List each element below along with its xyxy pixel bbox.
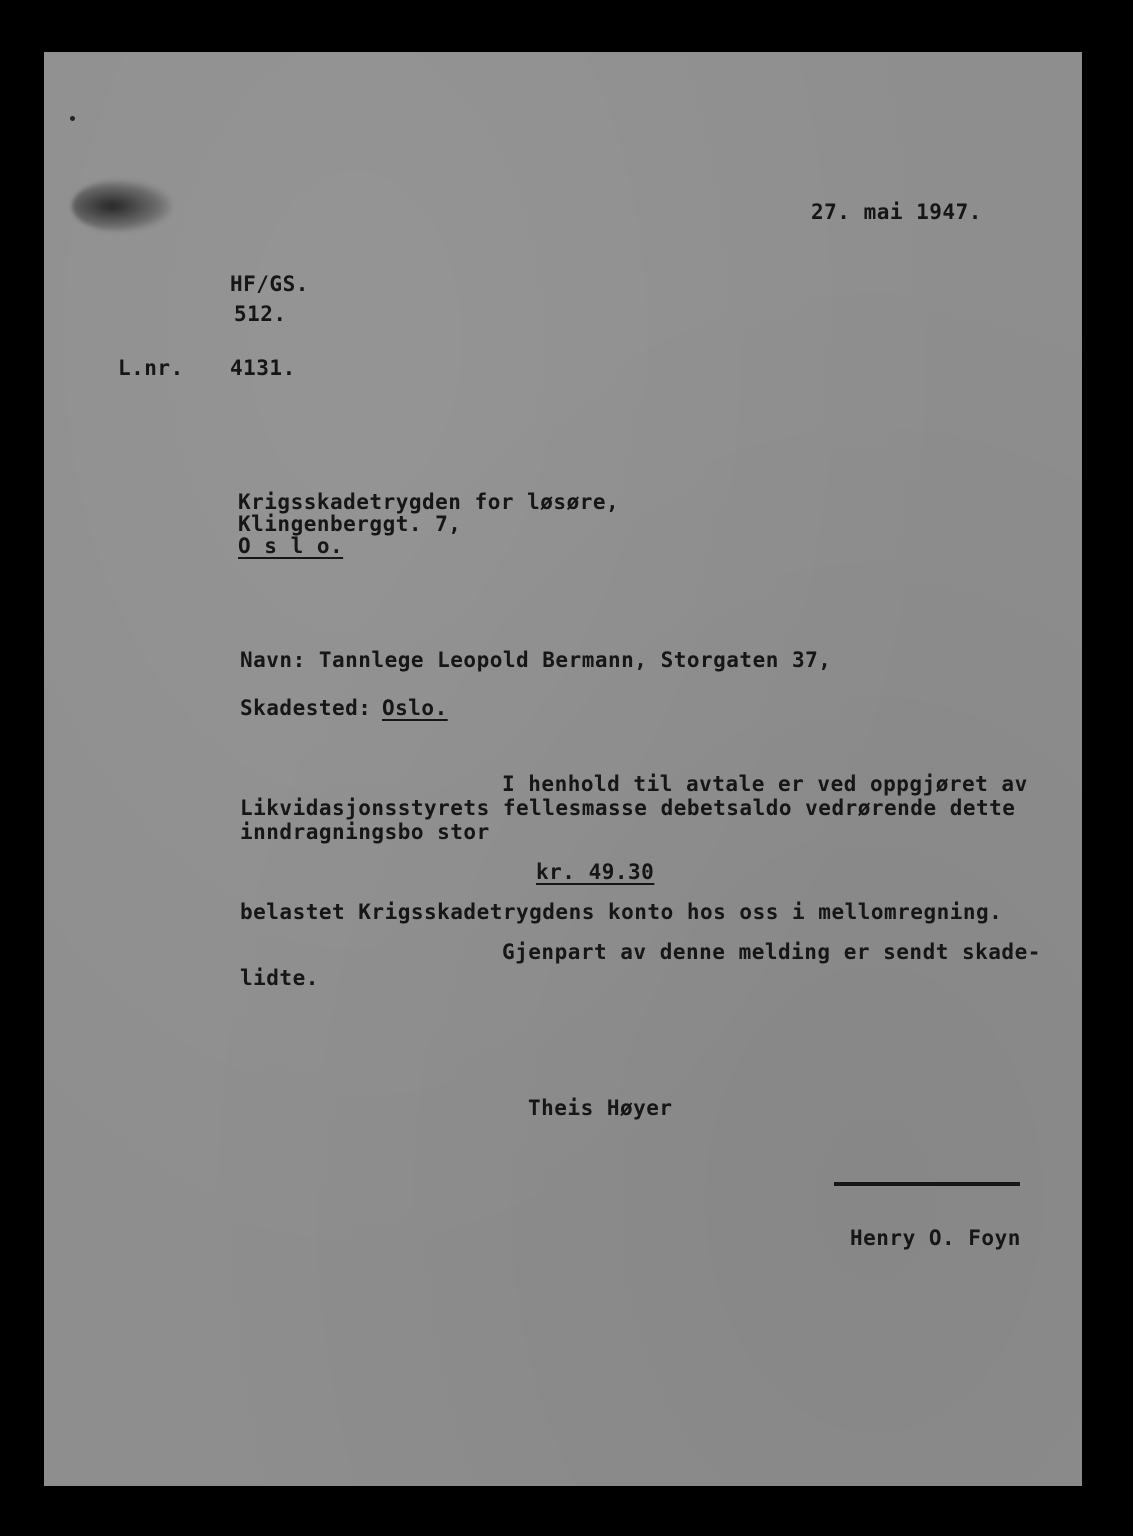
body-line: Likvidasjonsstyrets fellesmasse debetsaldo vedrørende dette [240,796,1016,820]
amount: kr. 49.30 [536,860,655,884]
signature-line [834,1182,1020,1186]
claimant-name-line: Navn: Tannlege Leopold Bermann, Storgaten 37, [240,648,832,672]
lnr-value: 4131. [230,356,296,380]
reference-number: 512. [234,302,287,326]
letter-date: 27. mai 1947. [811,200,982,224]
body-line: belastet Krigsskadetrygdens konto hos oss i mellomregning. [240,900,1003,924]
reference-initials: HF/GS. [230,272,309,296]
lnr-label: L.nr. [118,356,184,380]
recipient-street: Klingenberggt. 7, [238,512,462,536]
signature-theis-hoyer: Theis Høyer [528,1096,673,1120]
body-line: inndragningsbo stor [240,820,490,844]
document-page [44,52,1082,1486]
body-indented-line: I henhold til avtale er ved oppgjøret av [502,772,1028,796]
ink-speck [70,116,75,121]
recipient-name: Krigsskadetrygden for løsøre, [238,490,620,514]
body-line: lidte. [240,966,319,990]
ink-smudge [72,180,172,232]
signature-henry-foyn: Henry O. Foyn [850,1226,1021,1250]
damage-place-label: Skadested: [240,696,372,720]
recipient-city: O s l o. [238,534,344,558]
damage-place-value: Oslo. [382,696,448,720]
body-indented-line: Gjenpart av denne melding er sendt skade- [502,940,1041,964]
